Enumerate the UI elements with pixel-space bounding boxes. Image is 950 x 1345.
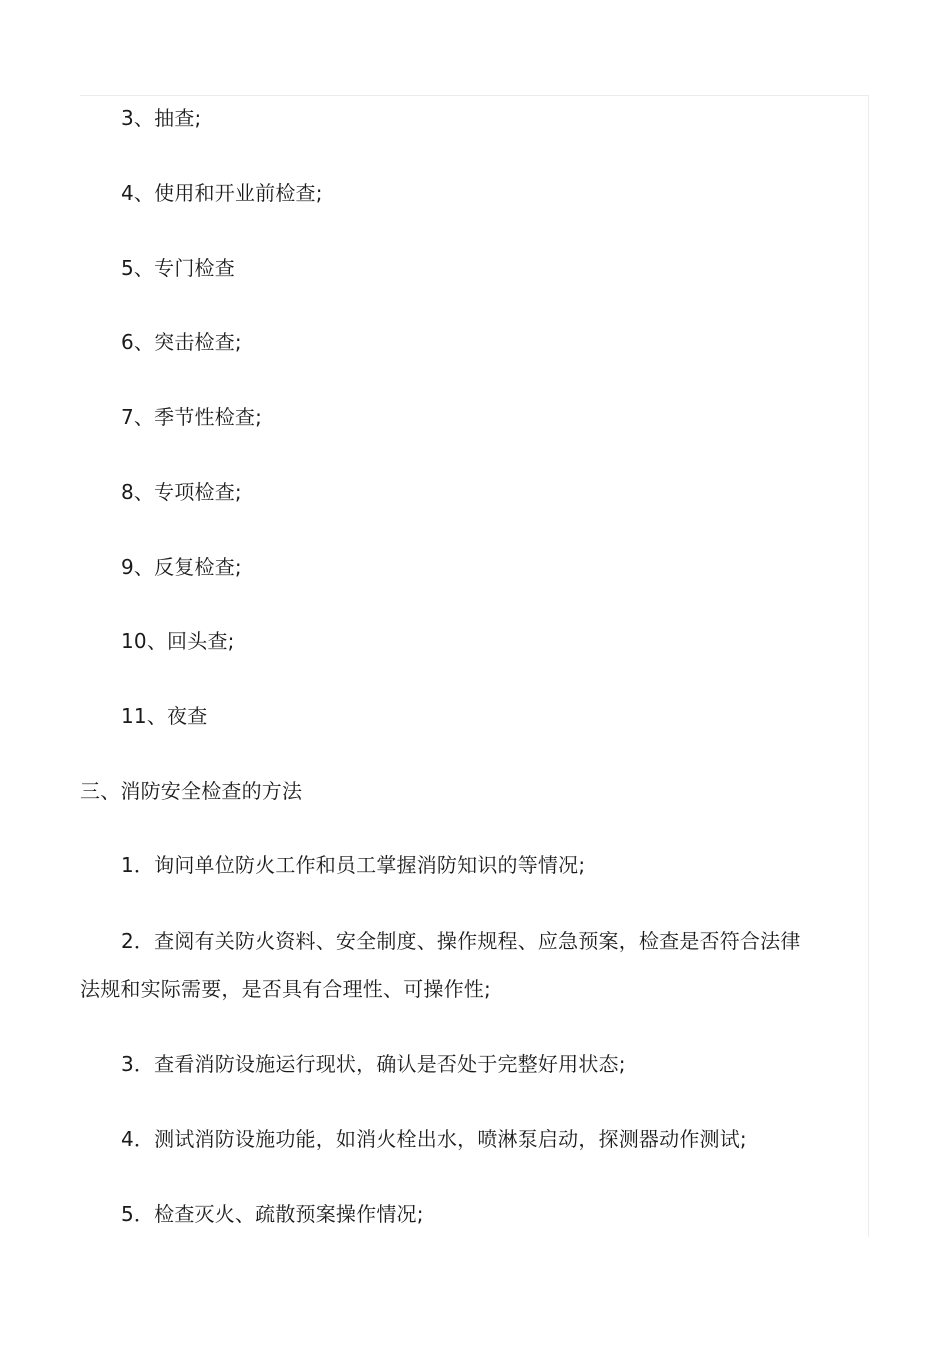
method-item: 2．查阅有关防火资料、安全制度、操作规程、应急预案，检查是否符合法律	[121, 929, 801, 953]
method-item-continuation: 法规和实际需要，是否具有合理性、可操作性;	[80, 977, 491, 1001]
list-item: 9、反复检查;	[121, 555, 242, 579]
list-item: 11、夜查	[121, 704, 208, 728]
list-item: 5、专门检查	[121, 256, 235, 280]
list-item: 10、回头查;	[121, 629, 235, 653]
list-item: 4、使用和开业前检查;	[121, 181, 323, 205]
method-item: 4．测试消防设施功能，如消火栓出水，喷淋泵启动，探测器动作测试;	[121, 1127, 747, 1151]
list-item: 6、突击检查;	[121, 330, 242, 354]
section-heading: 三、消防安全检查的方法	[80, 779, 303, 803]
method-item: 5．检查灭火、疏散预案操作情况;	[121, 1202, 424, 1226]
list-item: 8、专项检查;	[121, 480, 242, 504]
list-item: 3、抽查;	[121, 106, 202, 130]
method-item: 1．询问单位防火工作和员工掌握消防知识的等情况;	[121, 853, 586, 877]
method-item: 3．查看消防设施运行现状，确认是否处于完整好用状态;	[121, 1052, 626, 1076]
list-item: 7、季节性检查;	[121, 405, 263, 429]
